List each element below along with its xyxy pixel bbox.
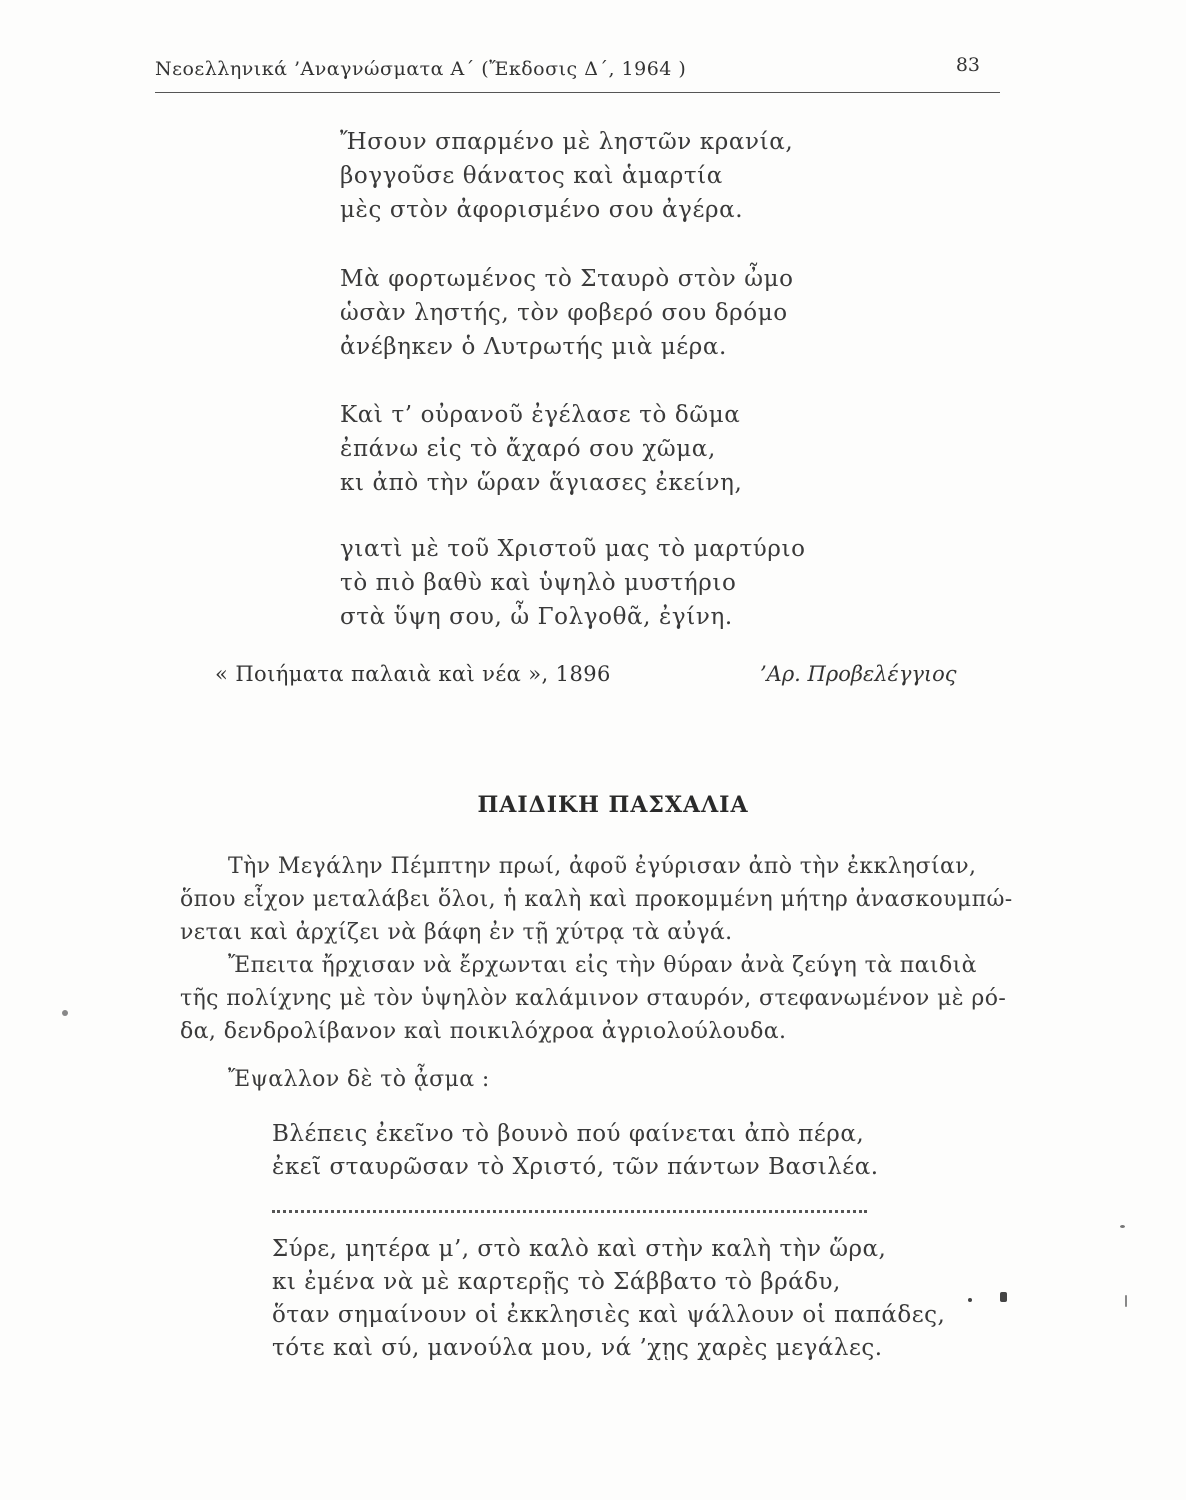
prose-paragraph-1 [180, 850, 1013, 949]
song-verse-2 [272, 1233, 945, 1365]
poem-stanza-3 [340, 398, 742, 500]
poem-line: Καὶ τ’ οὐρανοῦ ἐγέλασε τὸ δῶμα [340, 402, 741, 428]
header-title: Νεοελληνικά ’Αναγνώσματα Α΄ (Ἔκδοσις Δ΄, 1964 ) [155, 58, 687, 80]
prose-line: Ἔψαλλον δὲ τὸ ᾆσμα : [228, 1067, 490, 1092]
prose-line: νεται καὶ ἀρχίζει νὰ βάφη ἐν τῇ χύτρᾳ τὰ αὐγά. [180, 920, 733, 945]
poem-line: ὡσὰν ληστής, τὸν φοβερό σου δρόμο [340, 300, 788, 326]
dotted-separator [272, 1190, 867, 1213]
prose-line: ὅπου εἶχον μεταλάβει ὅλοι, ἡ καλὴ καὶ προκομμένη μήτηρ ἀνασκουμπώ- [180, 887, 1013, 912]
poem-line: τὸ πιὸ βαθὺ καὶ ὑψηλὸ μυστήριο [340, 570, 737, 596]
poem-stanza-2 [340, 262, 794, 364]
poem-source: « Ποιήματα παλαιὰ καὶ νέα », 1896 [215, 662, 611, 686]
song-line: κι ἐμένα νὰ μὲ καρτερῇς τὸ Σάββατο τὸ βράδυ, [272, 1269, 841, 1295]
prose-line: δα, δενδρολίβανον καὶ ποικιλόχροα ἀγριολούλουδα. [180, 1019, 787, 1044]
poem-stanza-4 [340, 532, 806, 634]
scan-speck [1000, 1292, 1007, 1302]
poem-line: κι ἀπὸ τὴν ὥραν ἅγιασες ἐκείνη, [340, 470, 743, 496]
prose-line: Τὴν Μεγάλην Πέμπτην πρωί, ἀφοῦ ἐγύρισαν ἀπὸ τὴν ἐκκλησίαν, [228, 854, 977, 879]
scan-speck [1120, 1225, 1125, 1228]
poem-line: μὲς στὸν ἀφορισμένο σου ἀγέρα. [340, 197, 744, 223]
song-verse-1 [272, 1118, 879, 1184]
poem-author: ’Αρ. Προβελέγγιος [760, 662, 957, 686]
scan-speck [968, 1298, 972, 1302]
song-line: ὅταν σημαίνουν οἱ ἐκκλησιὲς καὶ ψάλλουν οἱ παπάδες, [272, 1302, 946, 1328]
section-title: ΠΑΙΔΙΚΗ ΠΑΣΧΑΛΙΑ [477, 792, 749, 818]
scan-speck [62, 1010, 68, 1016]
poem-line: βογγοῦσε θάνατος καὶ ἁμαρτία [340, 163, 723, 189]
scan-speck [1125, 1295, 1127, 1307]
song-line: Βλέπεις ἐκεῖνο τὸ βουνὸ πού φαίνεται ἀπὸ πέρα, [272, 1121, 865, 1147]
poem-line: Μὰ φορτωμένος τὸ Σταυρὸ στὸν ὦμο [340, 266, 794, 292]
song-line: ἐκεῖ σταυρῶσαν τὸ Χριστό, τῶν πάντων Βασιλέα. [272, 1154, 879, 1180]
poem-line: στὰ ὕψη σου, ὦ Γολγοθᾶ, ἐγίνη. [340, 604, 733, 630]
poem-line: ἀνέβηκεν ὁ Λυτρωτής μιὰ μέρα. [340, 334, 727, 360]
prose-paragraph-3 [180, 1063, 1010, 1096]
prose-paragraph-2 [180, 949, 1010, 1048]
song-line: Σύρε, μητέρα μ’, στὸ καλὸ καὶ στὴν καλὴ τὴν ὥρα, [272, 1236, 887, 1262]
song-line: τότε καὶ σύ, μανούλα μου, νά ’χῃς χαρὲς μεγάλες. [272, 1335, 883, 1361]
running-header [155, 52, 1000, 93]
poem-line: Ἤσουν σπαρμένο μὲ ληστῶν κρανία, [340, 129, 794, 155]
prose-line: Ἔπειτα ἤρχισαν νὰ ἔρχωνται εἰς τὴν θύραν ἀνὰ ζεύγη τὰ παιδιὰ [228, 953, 977, 978]
poem-line: γιατὶ μὲ τοῦ Χριστοῦ μας τὸ μαρτύριο [340, 536, 806, 562]
poem-line: ἐπάνω εἰς τὸ ἄχαρό σου χῶμα, [340, 436, 716, 462]
page-number: 83 [955, 54, 980, 76]
poem-stanza-1 [340, 125, 793, 227]
prose-line: τῆς πολίχνης μὲ τὸν ὑψηλὸν καλάμινον σταυρόν, στεφανωμένον μὲ ρό- [180, 986, 1007, 1011]
